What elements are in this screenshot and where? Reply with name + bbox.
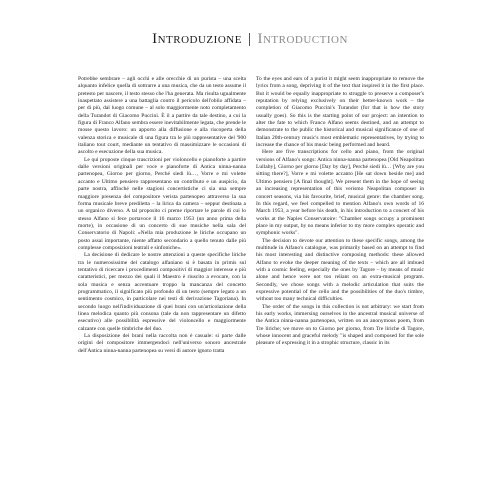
page-header [0,30,500,48]
italian-column [78,76,246,496]
paragraph: La decisione di dedicare le nostre attenzioni a queste specifiche liriche tra le numerosissime del catalogo alfaniano si è basata in primis sul tentativo di ricercare i procedimenti compositivi di maggior interesse e più caratteristici, per mezzo dei quali il Maestro è riuscito a evocare, con la sola musica e senza accentuare troppo la mancanza del concetto programmatico, il significato più profondo di un testo (sempre legato a un sentimento cosmico, in particolare nei testi di derivazione Tagoriana). In secondo luogo nell'individuazione di quei brani con un'articolazione della linea melodica quanto più consona (tale da non rappresentare un difetto esecutivo) alle possibilità espressive del violoncello e maggiormente calzante con quelle timbriche del duo. [78,252,246,332]
paragraph: The order of the songs in this collection is not arbitrary: we start from his early works, immersing ourselves in the ancestral musical universe of the Antica ninna-nanna partenopea, written on an anonymous poem, from Tre liriche; we move on to Giorno per giorno, from Tre liriche di Tagore, whose innocent and graceful melody "is shaped and composed for the sole pleasure of expressing it in a strophic structure, classic in its [256,303,424,347]
title-italian: Introduzione [152,31,242,47]
paragraph: La disposizione dei brani nella raccolta non è casuale: si parte dalle origini del compositore immergendoci nell'universo sonoro ancestrale dell'Antica ninna-nanna partenopea su versi di autore ignoto tratta [78,333,246,354]
title-separator: | [247,31,252,47]
text-columns [78,76,424,496]
english-column [256,76,424,496]
title-english: Introduction [257,31,348,47]
paragraph: Here are five transcriptions for cello and piano, from the original versions of Alfano's songs: Antica ninna-nanna partenopea [Old Neapolitan Lullaby], Giorno per giorno [Day by day], Perché siedi lù… [Why are you sitting there?], Vorre e mi volette accanto [He sat down beside me] and Ultimo pensiero [A final thought]. We present them in the hope of seeing an increasing representation of this verismo Neapolitan composer in concert seasons, via his favourite, brief, musical genre: the chamber song. In this regard, we feel compelled to mention Alfano's own words of 16 March 1953, a year before his death, in his introduction to a concert of his works at the Naples Conservatoire: "Chamber songs occupy a prominent place in my output, by no means inferior to my more complex operatic and symphonic works". [256,149,424,237]
paragraph: Le qui proposte cinque trascrizioni per violoncello e pianoforte a partire dalle versioni originali per voce e pianoforte di Antica ninna-nanna partenopea, Giorno per giorno, Perché siedi lù…, Vorre e mi volette accanto e Ultimo pensiero rappresentano un contributo e un auspicio, da parte nostra, affinché nelle stagioni concertistiche ci sia una sempre maggiore presenza del compositore verista partenopeo attraverso la sua forma musicale breve prediletta – la lirica da camera – seppur destinata a un organico diverso. A tal proposito ci preme riportare le parole di cui lo stesso Alfano si fece portavoce il 16 marzo 1953 (un anno prima della morte), in occasione di un concerto di sue musiche nella sala del Conservatorio di Napoli: «Nella mia produzione le liriche occupano un posto assai importante, niente affatto secondario a quello tenuto dalle più complesse composizioni teatrali e sinfoniche». [78,156,246,251]
paragraph: Potrebbe sembrare – agli occhi e alle orecchie di un purista – una scelta alquanto infelice quella di sottrarre a una musica, che da un testo assume il pretesto per nascere, il testo stesso che l'ha generata. Ma risulta ugualmente inaspettato assistere a una battaglia contro il pericolo dell'oblio affidata – per di più, dal luogo comune – al solo maggiormente noto completamento della Turandot di Giacomo Puccini. È il a partire da tale destino, a cui la figura di Franco Alfano sembra essere inevitabilmente legata, che prende le mosse questo lavoro: un apporto alla diffusione e alla riscoperta della valenza storica e musicale di una figura tra le più rappresentative del '900 italiano tout court, mediante un tentativo di massimizzare le occasioni di ascolto e esecuzione della sua musica. [78,76,246,156]
paragraph: The decision to devote our attention to these specific songs, among the multitude in Alfano's catalogue, was primarily based on an attempt to find his most interesting and distinctive composing methods: these allowed Alfano to evoke the deeper meaning of the texts – which are all imbued with a cosmic feeling, especially the ones by Tagore – by means of music alone and hence were not too reliant on an extra-musical program. Secondly, we chose songs with a melodic articulation that suits the expressive potential of the cello and the possibilities of the duo's timbre, without too many technical difficulties. [256,237,424,303]
paragraph: To the eyes and ears of a purist it might seem inappropriate to remove the lyrics from a song, depriving it of the text that inspired it in the first place. But it would be equally inappropriate to struggle to preserve a composer's reputation by relying exclusively on their better-known work – the completion of Giacomo Puccini's Turandot (for that is how the story usually goes). So this is the starting point of our project: an intention to alter the fate to which Franco Alfano seems destined, and an attempt to demonstrate to the public the historical and musical significance of one of Italian 20th-century music's most emblematic representatives, by trying to increase the chance of his music being performed and heard. [256,76,424,149]
